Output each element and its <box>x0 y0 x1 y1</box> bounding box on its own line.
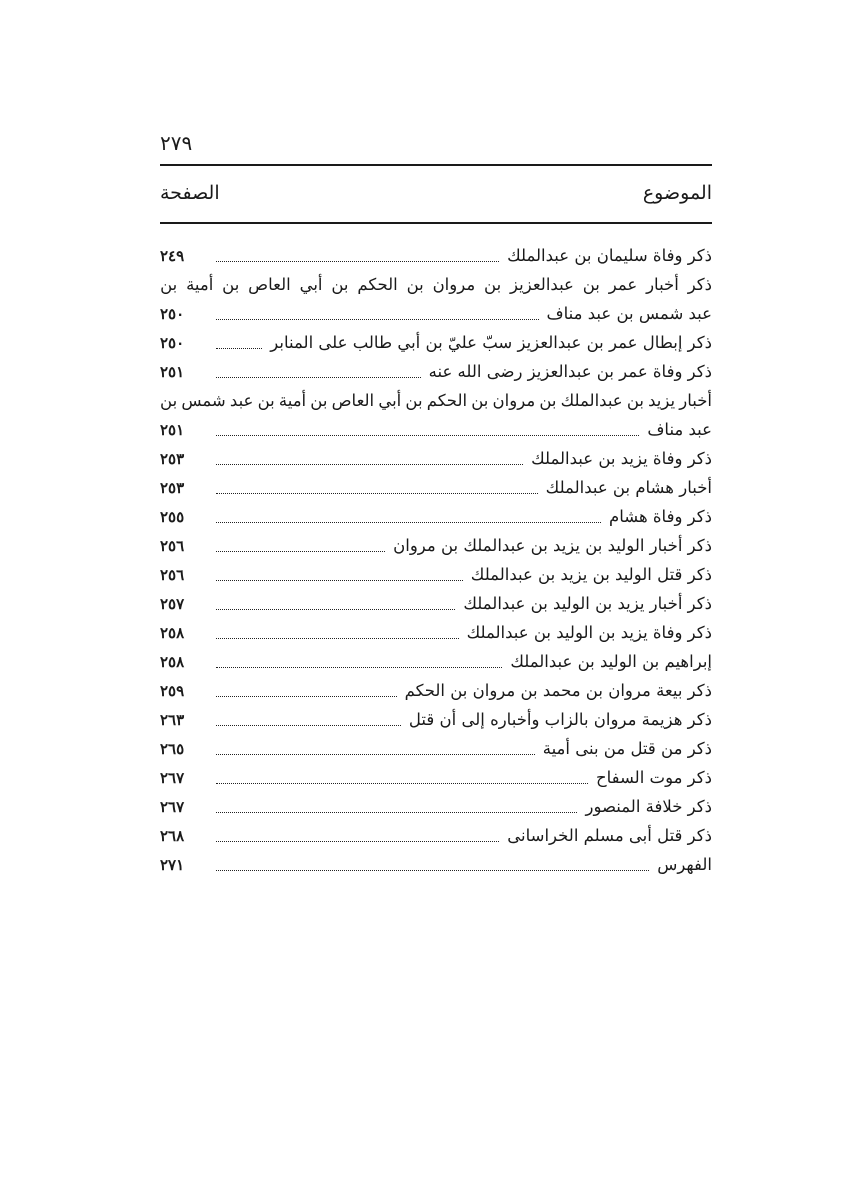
table-of-contents <box>160 240 712 878</box>
toc-entry-page: ٢٥١ <box>160 421 185 439</box>
toc-entry <box>160 791 712 820</box>
toc-entry-page: ٢٥٣ <box>160 479 185 497</box>
dot-leader <box>216 812 577 813</box>
dot-leader <box>216 638 459 639</box>
toc-entry-page: ٢٥٩ <box>160 682 185 700</box>
dot-leader <box>216 377 421 378</box>
topic-column-heading: الموضوع <box>642 182 712 204</box>
toc-entry <box>160 385 712 414</box>
toc-entry-title: ذكر قتل أبى مسلم الخراسانى <box>507 826 712 845</box>
toc-entry-title: ذكر من قتل من بنى أمية <box>542 739 712 758</box>
dot-leader <box>216 580 463 581</box>
dot-leader <box>216 522 601 523</box>
toc-entry <box>160 617 712 646</box>
dot-leader <box>216 435 639 436</box>
dot-leader <box>216 319 539 320</box>
toc-entry-page: ٢٥٦ <box>160 537 185 555</box>
toc-entry-title: ذكر أخبار عمر بن عبدالعزيز بن مروان بن الحكم بن أبي العاص بن أمية بن <box>160 275 712 294</box>
page-number: ٢٧٩ <box>160 131 193 155</box>
toc-entry-title: عبد شمس بن عبد مناف <box>546 304 712 323</box>
toc-entry <box>160 820 712 849</box>
dot-leader <box>216 261 499 262</box>
toc-entry-title: ذكر أخبار الوليد بن يزيد بن عبدالملك بن مروان <box>393 536 712 555</box>
toc-entry-page: ٢٥٠ <box>160 305 185 323</box>
toc-entry <box>160 327 712 356</box>
dot-leader <box>216 841 499 842</box>
dot-leader <box>216 667 502 668</box>
toc-entry <box>160 559 712 588</box>
toc-entry <box>160 501 712 530</box>
toc-entry-title: ذكر إبطال عمر بن عبدالعزيز سبّ عليّ بن أبي طالب على المنابر <box>270 333 712 352</box>
toc-entry-page: ٢٤٩ <box>160 247 185 265</box>
toc-entry-title: ذكر وفاة سليمان بن عبدالملك <box>507 246 712 265</box>
toc-entry-title: ذكر خلافة المنصور <box>585 797 712 816</box>
dot-leader <box>216 696 397 697</box>
dot-leader <box>216 783 588 784</box>
toc-entry <box>160 530 712 559</box>
toc-entry <box>160 443 712 472</box>
dot-leader <box>216 609 455 610</box>
dot-leader <box>216 493 538 494</box>
toc-entry-page: ٢٥٦ <box>160 566 185 584</box>
toc-entry-title: ذكر وفاة عمر بن عبدالعزيز رضى الله عنه <box>428 362 712 381</box>
dot-leader <box>216 725 401 726</box>
toc-entry-title: أخبار هشام بن عبدالملك <box>545 478 712 497</box>
column-headers <box>160 178 712 208</box>
page-column-heading: الصفحة <box>160 182 220 204</box>
toc-entry-title: ذكر وفاة هشام <box>609 507 712 526</box>
toc-entry-page: ٢٥٨ <box>160 624 185 642</box>
toc-entry <box>160 733 712 762</box>
toc-entry-title: ذكر قتل الوليد بن يزيد بن عبدالملك <box>470 565 712 584</box>
toc-entry-title: ذكر بيعة مروان بن محمد بن مروان بن الحكم <box>404 681 712 700</box>
toc-entry-page: ٢٦٨ <box>160 827 185 845</box>
header-bottom-rule <box>160 222 712 224</box>
toc-entry <box>160 414 712 443</box>
toc-entry-title: ذكر أخبار يزيد بن الوليد بن عبدالملك <box>463 594 712 613</box>
toc-entry-page: ٢٦٣ <box>160 711 185 729</box>
toc-entry-page: ٢٥١ <box>160 363 185 381</box>
toc-entry-title: عبد مناف <box>647 420 712 439</box>
dot-leader <box>216 754 535 755</box>
toc-entry-title: ذكر وفاة يزيد بن عبدالملك <box>531 449 712 468</box>
toc-entry <box>160 675 712 704</box>
dot-leader <box>216 551 385 552</box>
toc-entry-title: ذكر هزيمة مروان بالزاب وأخباره إلى أن قتل <box>408 710 712 729</box>
toc-entry <box>160 704 712 733</box>
toc-entry <box>160 646 712 675</box>
toc-entry-title: الفهرس <box>657 855 712 874</box>
toc-entry <box>160 472 712 501</box>
dot-leader <box>216 348 262 349</box>
toc-entry-page: ٢٥٨ <box>160 653 185 671</box>
toc-entry-page: ٢٦٧ <box>160 769 185 787</box>
toc-entry-title: إبراهيم بن الوليد بن عبدالملك <box>510 652 712 671</box>
toc-entry-page: ٢٥٥ <box>160 508 185 526</box>
toc-entry <box>160 588 712 617</box>
dot-leader <box>216 870 649 871</box>
toc-entry-page: ٢٥٧ <box>160 595 185 613</box>
toc-entry <box>160 269 712 298</box>
dot-leader <box>216 464 523 465</box>
toc-entry-page: ٢٧١ <box>160 856 185 874</box>
toc-entry-page: ٢٦٧ <box>160 798 185 816</box>
toc-entry-title: أخبار يزيد بن عبدالملك بن مروان بن الحكم بن أبي العاص بن أمية بن عبد شمس بن <box>160 391 712 410</box>
toc-entry <box>160 849 712 878</box>
toc-entry <box>160 298 712 327</box>
top-rule <box>160 164 712 166</box>
toc-entry-title: ذكر موت السفاح <box>595 768 712 787</box>
toc-entry <box>160 356 712 385</box>
toc-entry-page: ٢٥٠ <box>160 334 185 352</box>
toc-entry-page: ٢٦٥ <box>160 740 185 758</box>
toc-entry-title: ذكر وفاة يزيد بن الوليد بن عبدالملك <box>466 623 712 642</box>
toc-entry <box>160 240 712 269</box>
toc-entry <box>160 762 712 791</box>
toc-entry-page: ٢٥٣ <box>160 450 185 468</box>
